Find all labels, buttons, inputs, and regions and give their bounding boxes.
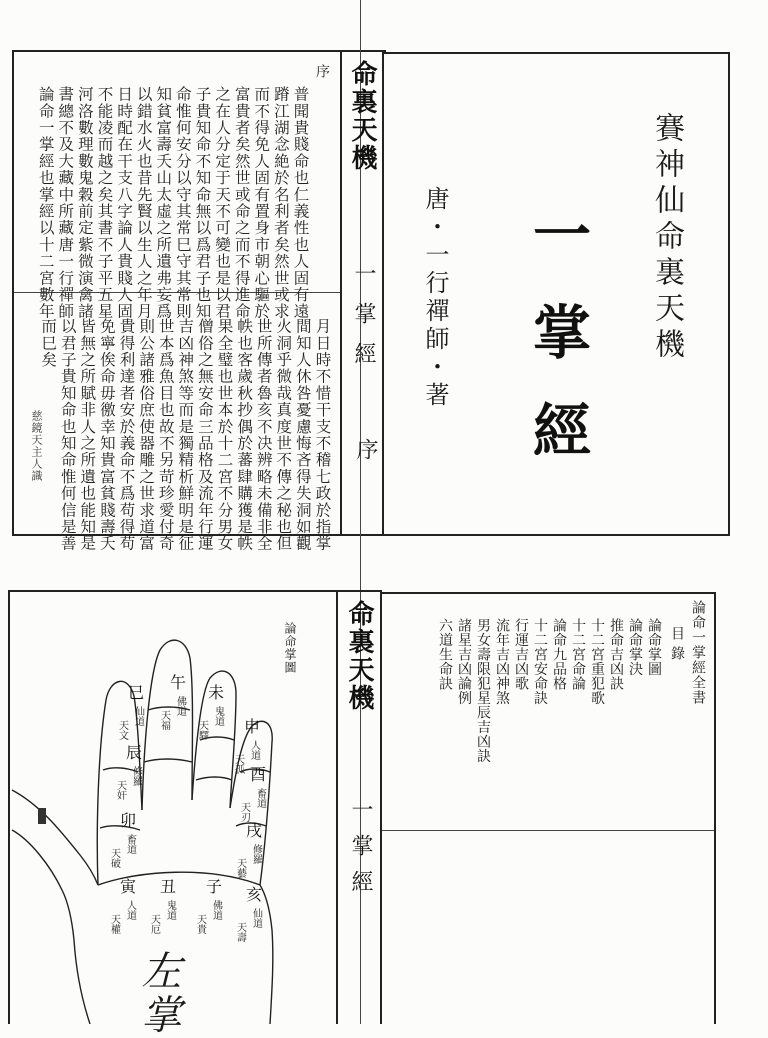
palm-branch-label: 亥 <box>246 885 263 904</box>
palm-star-label: 天孤 <box>232 754 244 774</box>
toc-item[interactable]: 推命吉凶訣 <box>608 618 624 691</box>
palm-path-label: 佛道 <box>210 900 222 920</box>
palm-path-label: 人道 <box>124 900 136 920</box>
palm-branch-label: 寅 <box>120 877 137 896</box>
preface-column: 以君子貴知命也知命惟何信是善 <box>58 318 77 552</box>
toc-item[interactable]: 諸星吉凶論例 <box>456 618 472 705</box>
palm-star-label: 天權 <box>108 914 120 934</box>
preface-column: 不能凌而越之矣其書不子平五星 <box>95 86 114 320</box>
preface-marker: 序 <box>314 64 330 78</box>
top-spine-right <box>382 50 384 536</box>
palm-star-label: 天藝 <box>234 858 246 878</box>
top-spine-left <box>340 50 342 536</box>
toc-item[interactable]: 男女壽限犯星辰吉凶訣 <box>475 618 491 763</box>
palm-path-label: 人道 <box>248 740 260 760</box>
toc-heading: 論命一掌經全書 <box>690 600 706 705</box>
palm-branch-label: 丑 <box>160 877 177 896</box>
palm-star-label: 天文 <box>116 720 128 740</box>
diagram-title: 論命掌圖 <box>283 622 297 674</box>
toc-item[interactable]: 六道生命訣 <box>437 618 453 691</box>
bottom-frame-top-left <box>8 590 382 592</box>
bottom-spine-title: 命裏天機 <box>344 600 374 712</box>
preface-column: 而巳矣 <box>39 318 58 369</box>
bottom-spine-left <box>336 590 338 1024</box>
top-frame-left <box>12 50 14 536</box>
palm-path-label: 修羅 <box>250 844 262 864</box>
preface-column: 間知人休咎憂慮悔吝得失洞如觀 <box>293 318 312 552</box>
hand-label: 左掌 <box>135 950 181 1038</box>
palm-path-label: 仙道 <box>132 706 144 726</box>
toc-item[interactable]: 十二宮安命訣 <box>532 618 548 705</box>
palm-branch-label: 辰 <box>126 743 143 762</box>
palm-star-label: 天驛 <box>196 720 208 740</box>
preface-column: 蹐江湖念絶於名利者矣然世或求 <box>271 86 290 320</box>
palm-branch-label: 巳 <box>128 683 145 702</box>
bottom-spine-right <box>380 590 382 1024</box>
preface-column: 果全璧也世本於十二宮不分男女 <box>215 318 234 552</box>
book-title: 賽神仙命裏天機 <box>649 112 684 364</box>
palm-star-label: 天貴 <box>194 914 206 934</box>
preface-column: 子貴知命不知命無以爲君子也知 <box>193 86 212 320</box>
palm-star-label: 天福 <box>158 710 170 730</box>
author: 唐・一行禪師・著 <box>421 186 449 410</box>
toc-item[interactable]: 行運吉凶歌 <box>513 618 529 691</box>
palm-branch-label: 申 <box>244 717 261 736</box>
palm-star-label: 天奸 <box>114 780 126 800</box>
palm-path-label: 鬼道 <box>164 900 176 920</box>
palm-path-label: 佛道 <box>174 696 186 716</box>
preface-column: 僧俗之無安命三品格及流年行運 <box>195 318 214 552</box>
top-frame-top-right <box>382 52 730 54</box>
palm-branch-label: 卯 <box>120 811 137 830</box>
toc-item[interactable]: 十二宮重犯歌 <box>589 618 605 705</box>
top-spine-sub: 一掌經 <box>351 262 376 382</box>
top-spine-title: 命裏天機 <box>347 60 377 172</box>
preface-column: 世所傳者魯亥不决辨略未備非全 <box>254 318 273 552</box>
preface-column: 河洛數理數鬼穀前定紫微演禽諸 <box>75 86 94 320</box>
preface-column: 火洞乎微哉真度世不傳之秘也但 <box>274 318 293 552</box>
palm-path-label: 鬼道 <box>212 706 224 726</box>
toc-item[interactable]: 十二宮命論 <box>570 618 586 691</box>
palm-star-label: 天刃 <box>238 802 250 822</box>
palm-path-label: 仙道 <box>250 908 262 928</box>
toc-item[interactable]: 論命九品格 <box>551 618 567 691</box>
signature: 慈鏡天主人識 <box>30 410 43 482</box>
preface-column: 帙也客歲秋抄偶於蕃肆購獲是帙 <box>235 318 254 552</box>
toc-item[interactable]: 論命掌圖 <box>646 618 662 676</box>
palm-branch-label: 戌 <box>246 821 263 840</box>
palm-branch-label: 酉 <box>250 765 267 784</box>
palm-branch-label: 未 <box>208 683 225 702</box>
palm-path-label: 畜道 <box>124 834 136 854</box>
toc-item[interactable]: 流年吉凶神煞 <box>494 618 510 705</box>
palm-path-label: 畜道 <box>254 788 266 808</box>
palm-branch-label: 子 <box>206 877 223 896</box>
palm-star-label: 天厄 <box>148 914 160 934</box>
preface-column: 命惟何安分以守其常巳守其常則 <box>173 86 192 320</box>
palm-path-label: 修羅 <box>130 766 142 786</box>
palm-star-label: 天壽 <box>234 922 246 942</box>
preface-column: 書總不及大藏中所藏唐一行禪師 <box>56 86 75 320</box>
top-frame-right <box>728 52 730 536</box>
preface-column: 論命一掌經也掌經以十二宮數年 <box>36 86 55 320</box>
preface-column: 日時配在干支八字論人貴賤人固 <box>115 86 134 320</box>
preface-column: 知貧富壽夭山太虛之所遺弗妄爲 <box>154 86 173 320</box>
preface-column: 免寧俟命毋徼幸知貴富貧賤壽夭 <box>97 318 116 552</box>
palm-star-label: 天破 <box>108 848 120 868</box>
top-spine-section: 序 <box>353 438 378 460</box>
toc-divider <box>382 830 714 831</box>
preface-column: 富貴者矣然世或命之而不得進命 <box>232 86 251 320</box>
bottom-frame-right <box>714 592 716 1024</box>
toc-item[interactable]: 論命掌決 <box>627 618 643 676</box>
preface-column: 之在人分定于天不可變也是以君 <box>213 86 232 320</box>
preface-column: 吉凶神煞等而是獨精析鮮明是征 <box>176 318 195 552</box>
bottom-frame-top-right <box>382 592 716 594</box>
preface-column: 世本爲魚目也故不另苛珍愛付奇 <box>156 318 175 552</box>
palm-branch-label: 午 <box>170 673 187 692</box>
wrist-mark <box>38 808 46 824</box>
preface-column: 則公諸雅俗庶使器雕之世求道富 <box>137 318 156 552</box>
bottom-spine-sub: 一掌經 <box>348 798 373 906</box>
preface-column: 而不得免人固有置身市朝心驅於 <box>252 86 271 320</box>
main-title: 一掌經 <box>523 204 591 498</box>
preface-column: 月日時不惜干支不稽七政於指掌 <box>313 318 332 552</box>
preface-column: 皆無之所賦非人之所遺也能知是 <box>78 318 97 552</box>
preface-column: 以錯水火也昔先賢以生人之年月 <box>134 86 153 320</box>
preface-column: 貴得利達者安於義命不爲苟得苟 <box>117 318 136 552</box>
preface-column: 普聞貴賤命也仁義性也人固有遠 <box>291 86 310 320</box>
top-frame-top-left <box>12 50 386 52</box>
toc-label: 目錄 <box>669 626 685 666</box>
